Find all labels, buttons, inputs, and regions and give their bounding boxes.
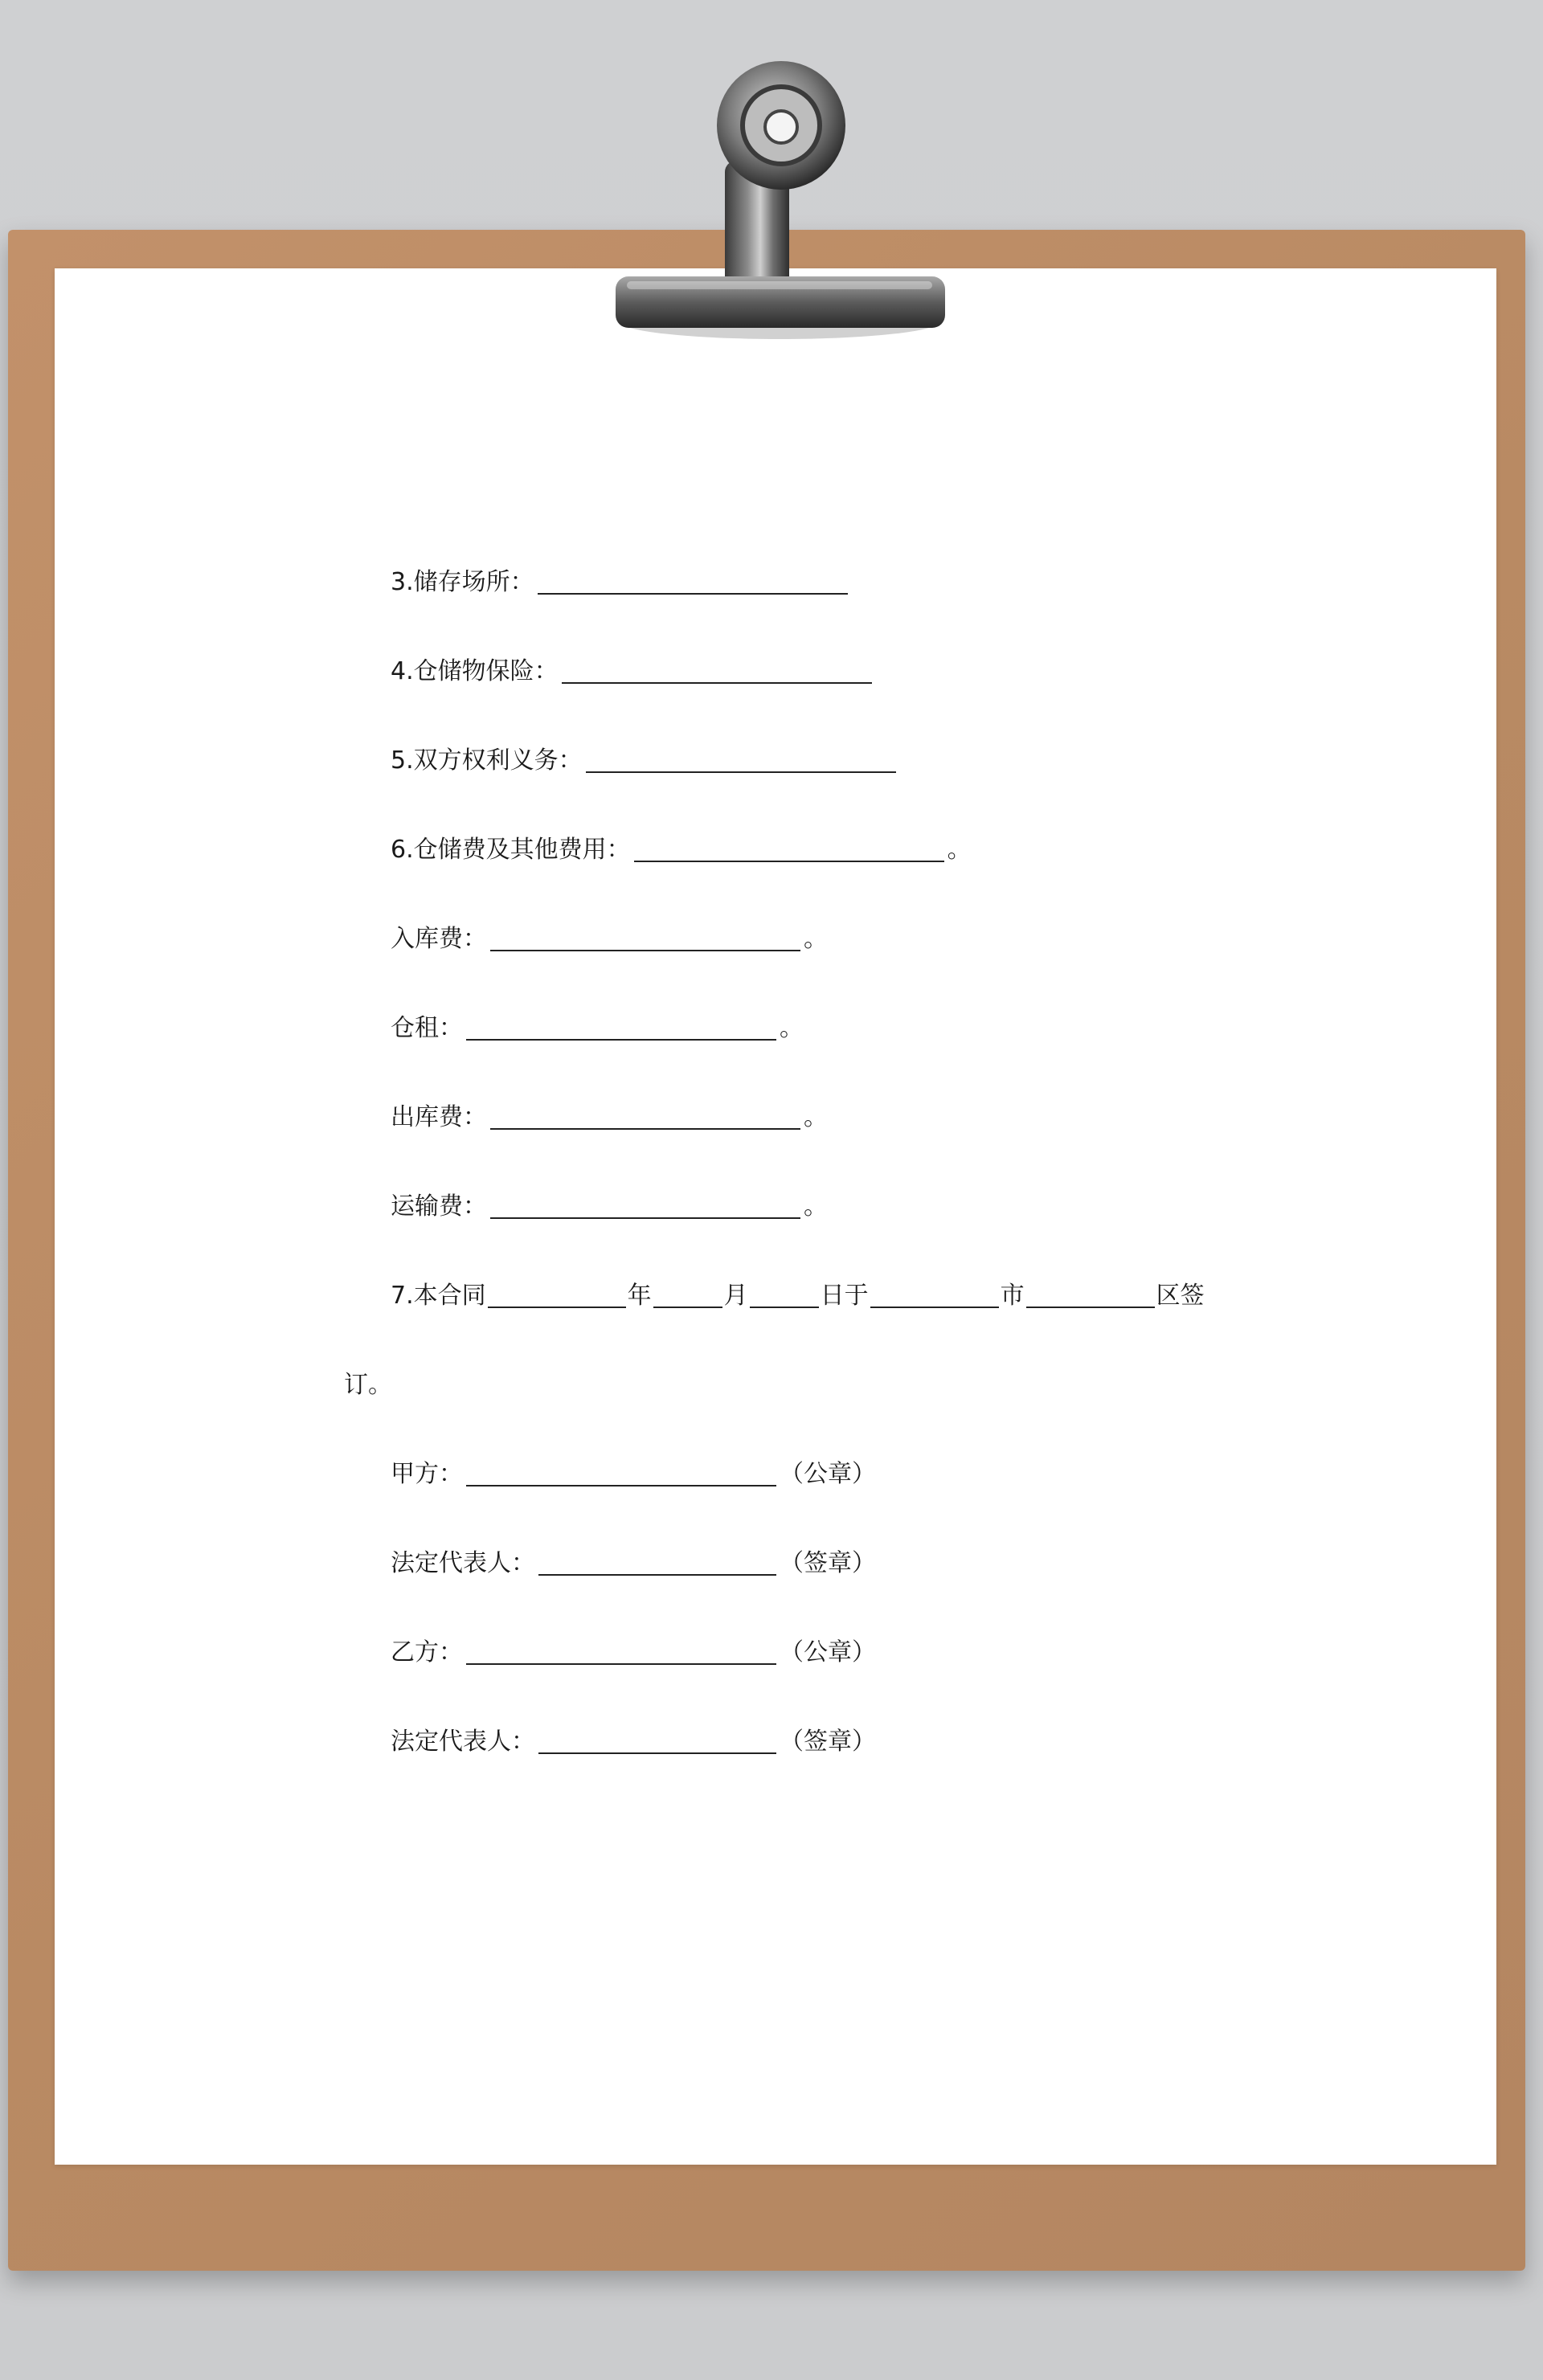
insurance-blank[interactable] [562, 658, 872, 684]
rights-line [391, 741, 899, 773]
month-label: 月 [723, 1282, 748, 1310]
fees-line [391, 830, 972, 862]
day-blank[interactable] [750, 1282, 819, 1308]
legal-rep-b-sign: （签章） [780, 1728, 876, 1756]
rights-blank[interactable] [586, 747, 896, 773]
period-mark: 。 [804, 925, 828, 953]
year-blank[interactable] [488, 1282, 626, 1308]
signing-line [391, 1276, 1205, 1308]
signing-continued: 订。 [344, 1371, 392, 1399]
insurance-line [391, 652, 875, 684]
inbound-fee-line [391, 919, 828, 951]
party-b-blank[interactable] [466, 1639, 776, 1665]
period-mark: 。 [947, 836, 972, 864]
party-a-label: 甲方： [391, 1460, 463, 1488]
period-mark: 。 [780, 1014, 804, 1042]
insurance-label: 4.仓储物保险： [391, 657, 559, 685]
legal-rep-a-sign: （签章） [780, 1549, 876, 1577]
storage-place-label: 3.储存场所： [391, 568, 534, 596]
rent-label: 仓租： [391, 1014, 463, 1042]
rent-line [391, 1008, 804, 1041]
transport-fee-blank[interactable] [490, 1193, 800, 1219]
fees-label: 6.仓储费及其他费用： [391, 836, 631, 864]
legal-rep-a-blank[interactable] [538, 1550, 776, 1576]
city-blank[interactable] [870, 1282, 999, 1308]
transport-fee-label: 运输费： [391, 1192, 487, 1221]
period-mark: 。 [804, 1103, 828, 1131]
party-a-line [391, 1454, 876, 1486]
party-a-blank[interactable] [466, 1461, 776, 1486]
district-blank[interactable] [1026, 1282, 1155, 1308]
rights-label: 5.双方权利义务： [391, 746, 583, 775]
party-b-line [391, 1633, 876, 1665]
year-label: 年 [627, 1282, 652, 1310]
outbound-fee-label: 出库费： [391, 1103, 487, 1131]
month-blank[interactable] [653, 1282, 722, 1308]
legal-rep-b-line [391, 1722, 876, 1754]
outbound-fee-blank[interactable] [490, 1104, 800, 1130]
period-mark: 。 [804, 1192, 828, 1221]
district-sign-label: 区签 [1156, 1282, 1205, 1310]
signing-continued-line [344, 1365, 392, 1397]
storage-place-blank[interactable] [538, 569, 848, 595]
legal-rep-b-blank[interactable] [538, 1728, 776, 1754]
legal-rep-a-label: 法定代表人： [391, 1549, 535, 1577]
storage-place-line [391, 562, 851, 595]
inbound-fee-label: 入库费： [391, 925, 487, 953]
party-b-label: 乙方： [391, 1638, 463, 1666]
transport-fee-line [391, 1187, 828, 1219]
rent-blank[interactable] [466, 1015, 776, 1041]
party-a-seal: （公章） [780, 1460, 876, 1488]
day-at-label: 日于 [820, 1282, 869, 1310]
legal-rep-a-line [391, 1544, 876, 1576]
city-label: 市 [1000, 1282, 1025, 1310]
outbound-fee-line [391, 1098, 828, 1130]
party-b-seal: （公章） [780, 1638, 876, 1666]
signing-prefix: 7.本合同 [391, 1282, 486, 1310]
fees-blank[interactable] [634, 836, 944, 862]
legal-rep-b-label: 法定代表人： [391, 1728, 535, 1756]
inbound-fee-blank[interactable] [490, 926, 800, 951]
